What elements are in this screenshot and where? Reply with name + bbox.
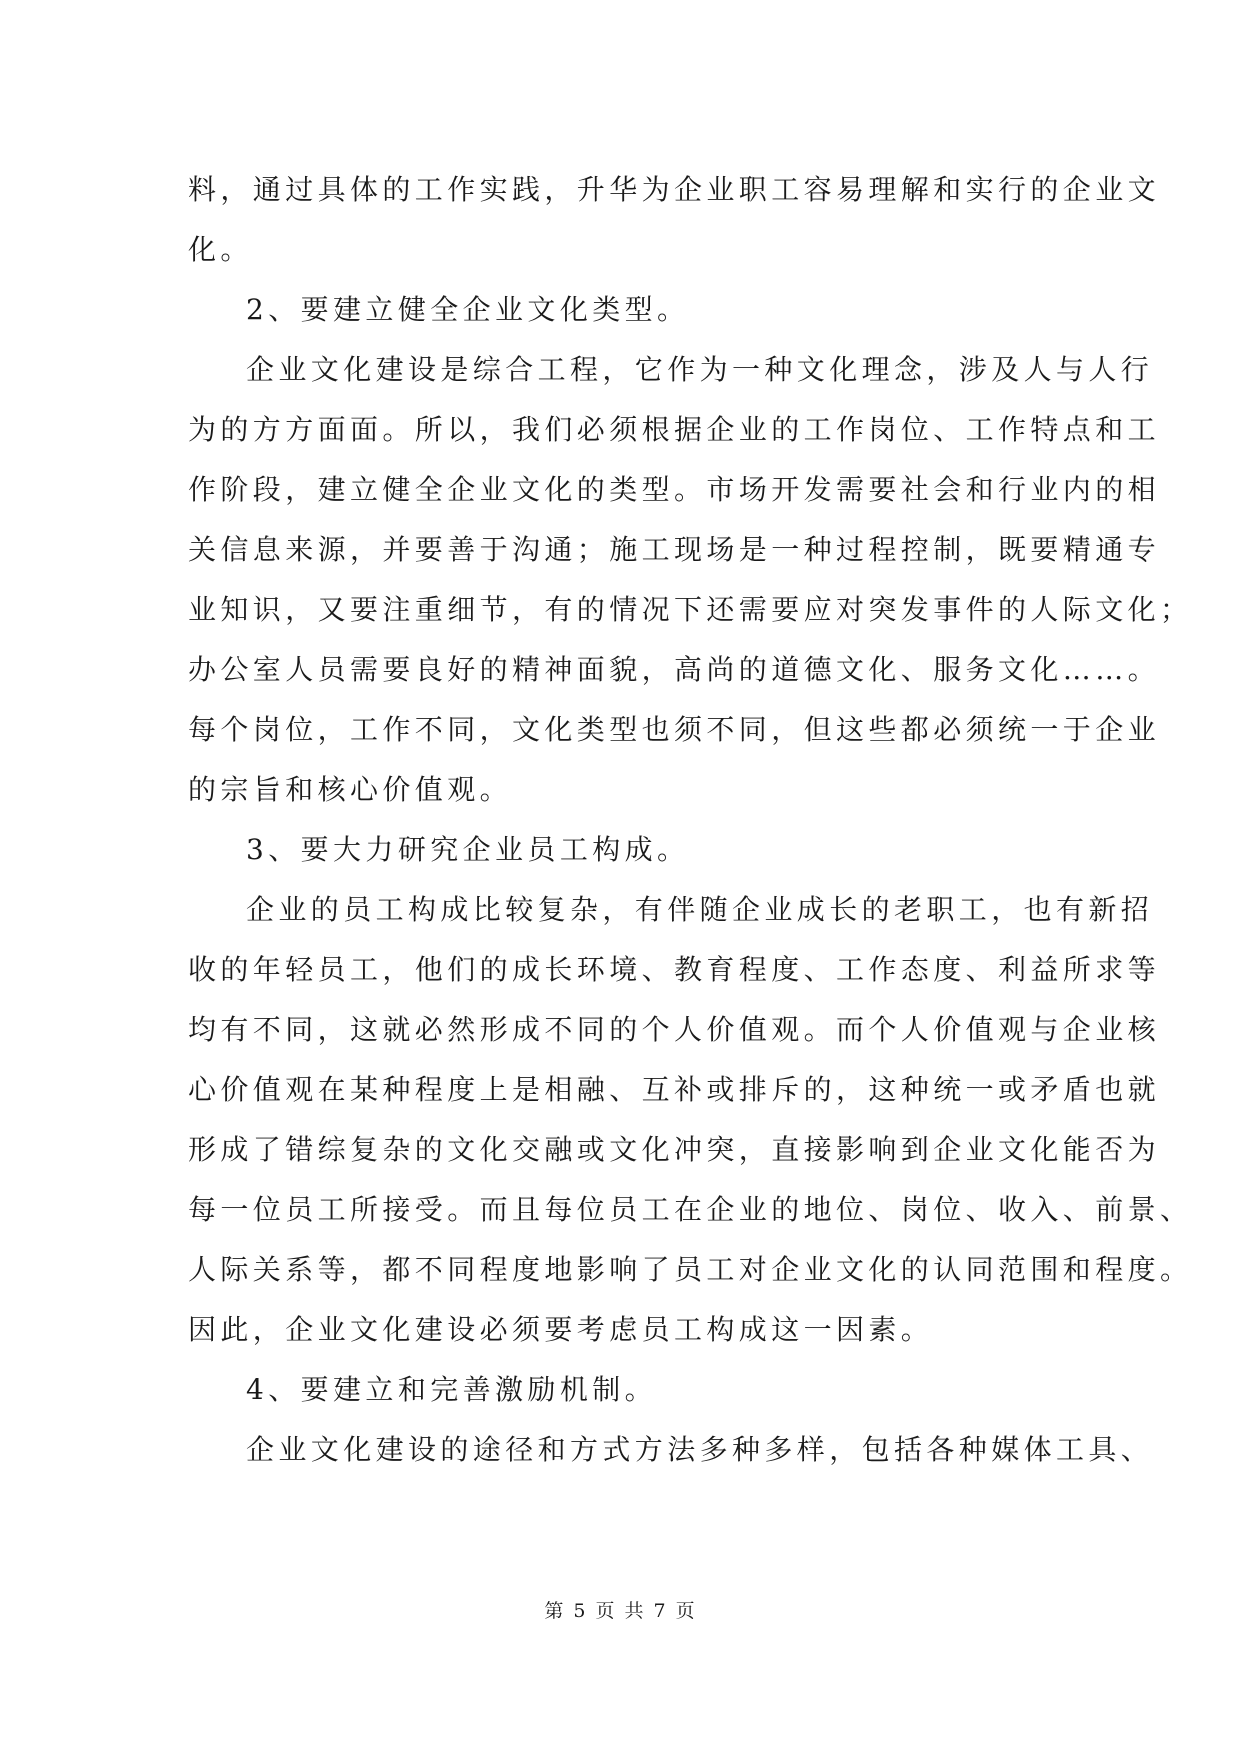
text-line: 料，通过具体的工作实践，升华为企业职工容易理解和实行的企业文 xyxy=(188,173,1161,206)
text-line: 收的年轻员工，他们的成长环境、教育程度、工作态度、利益所求等 xyxy=(188,953,1161,986)
text-line: 作阶段，建立健全企业文化的类型。市场开发需要社会和行业内的相 xyxy=(188,473,1161,506)
text-line: 化。 xyxy=(188,233,253,266)
text-line: 每个岗位，工作不同，文化类型也须不同，但这些都必须统一于企业 xyxy=(188,713,1161,746)
text-line: 因此，企业文化建设必须要考虑员工构成这一因素。 xyxy=(188,1313,934,1346)
text-line: 关信息来源，并要善于沟通；施工现场是一种过程控制，既要精通专 xyxy=(188,533,1161,566)
paragraph-first-line: 企业文化建设是综合工程，它作为一种文化理念，涉及人与人行 xyxy=(246,353,1154,386)
text-line: 均有不同，这就必然形成不同的个人价值观。而个人价值观与企业核 xyxy=(188,1013,1161,1046)
section-heading: 2、要建立健全企业文化类型。 xyxy=(246,293,690,326)
document-body xyxy=(188,160,1193,1480)
text-line: 人际关系等，都不同程度地影响了员工对企业文化的认同范围和程度。 xyxy=(188,1253,1193,1286)
paragraph-first-line: 企业文化建设的途径和方式方法多种多样，包括各种媒体工具、 xyxy=(246,1433,1154,1466)
text-line: 形成了错综复杂的文化交融或文化冲突，直接影响到企业文化能否为 xyxy=(188,1133,1161,1166)
page-number-footer: 第 5 页 共 7 页 xyxy=(544,1600,697,1622)
text-line: 心价值观在某种程度上是相融、互补或排斥的，这种统一或矛盾也就 xyxy=(188,1073,1161,1106)
text-line: 的宗旨和核心价值观。 xyxy=(188,773,513,806)
section-heading: 3、要大力研究企业员工构成。 xyxy=(246,833,690,866)
text-line: 业知识，又要注重细节，有的情况下还需要应对突发事件的人际文化； xyxy=(188,593,1193,626)
text-line: 每一位员工所接受。而且每位员工在企业的地位、岗位、收入、前景、 xyxy=(188,1193,1193,1226)
text-line: 办公室人员需要良好的精神面貌，高尚的道德文化、服务文化……。 xyxy=(188,653,1161,686)
paragraph-first-line: 企业的员工构成比较复杂，有伴随企业成长的老职工，也有新招 xyxy=(246,893,1154,926)
section-heading: 4、要建立和完善激励机制。 xyxy=(246,1373,658,1406)
text-line: 为的方方面面。所以，我们必须根据企业的工作岗位、工作特点和工 xyxy=(188,413,1161,446)
